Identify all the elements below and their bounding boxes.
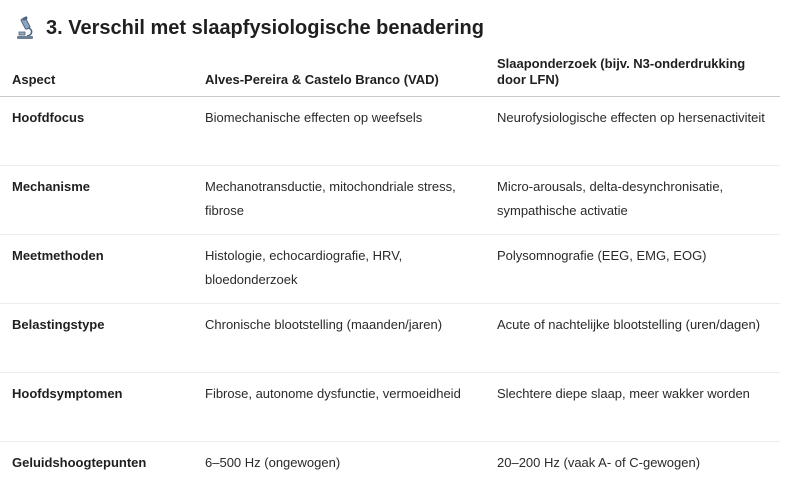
column-header-aspect: Aspect xyxy=(0,52,193,97)
section-title: 3. Verschil met slaapfysiologische benadering xyxy=(46,16,484,39)
comparison-table xyxy=(0,52,780,485)
row-aspect: Meetmethoden xyxy=(0,235,193,304)
row-aspect: Mechanisme xyxy=(0,166,193,235)
row-sleep-value: 20–200 Hz (vaak A- of C-gewogen) xyxy=(497,455,701,470)
row-aspect: Belastingstype xyxy=(0,304,193,373)
row-vad-value: Biomechanische effecten op weefsels xyxy=(193,97,485,166)
row-aspect: Geluidshoogtepunten xyxy=(12,455,147,470)
row-sleep-value: Polysomnografie (EEG, EMG, EOG) xyxy=(485,235,780,304)
row-vad-value: Fibrose, autonome dysfunctie, vermoeidheid xyxy=(193,373,485,442)
row-aspect: Hoofdfocus xyxy=(0,97,193,166)
table-row xyxy=(0,373,780,442)
row-vad-value: 6–500 Hz (ongewogen) xyxy=(205,455,341,470)
column-header-sleep-research: Slaaponderzoek (bijv. N3-onderdrukking door LFN) xyxy=(485,52,780,97)
table-row xyxy=(0,442,780,486)
row-vad-value: Mechanotransductie, mitochondriale stress, fibrose xyxy=(193,166,485,235)
row-vad-value: Histologie, echocardiografie, HRV, bloedonderzoek xyxy=(193,235,485,304)
table-row xyxy=(0,304,780,373)
row-sleep-value: Micro-arousals, delta-desynchronisatie, sympathische activatie xyxy=(485,166,780,235)
table-row xyxy=(0,166,780,235)
section-heading xyxy=(14,16,484,40)
column-header-vad: Alves-Pereira & Castelo Branco (VAD) xyxy=(193,52,485,97)
microscope-icon xyxy=(14,16,36,40)
table-row xyxy=(0,235,780,304)
row-vad-value: Chronische blootstelling (maanden/jaren) xyxy=(193,304,485,373)
row-sleep-value: Neurofysiologische effecten op hersenactiviteit xyxy=(485,97,780,166)
table-header-row xyxy=(0,52,780,97)
row-aspect: Hoofdsymptomen xyxy=(0,373,193,442)
row-sleep-value: Acute of nachtelijke blootstelling (uren/dagen) xyxy=(485,304,780,373)
row-sleep-value: Slechtere diepe slaap, meer wakker worden xyxy=(485,373,780,442)
table-row xyxy=(0,97,780,166)
